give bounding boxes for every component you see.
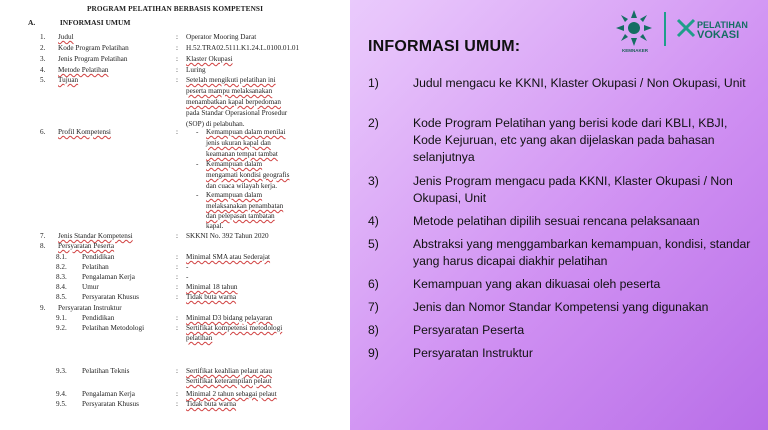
sub-number: 9.5. <box>56 400 67 408</box>
colon: : <box>176 55 178 63</box>
item-text: Jenis dan Nomor Standar Kompetensi yang digunakan <box>413 300 709 314</box>
bullet-text: Kemampuan dalam menilai <box>206 128 286 136</box>
bullet-text: melaksanakan penambatan <box>206 202 284 210</box>
item-text: Kode Program Pelatihan yang berisi kode dari KBLI, KBJI, Kode Kejuruan, etc yang akan dijelaskan pada bahasan selanjutnya <box>413 116 728 164</box>
item-number: 7) <box>368 300 379 314</box>
doc-row <box>0 66 350 76</box>
item-number: 9) <box>368 346 379 360</box>
sub-value: - <box>186 273 189 281</box>
doc-row <box>0 128 350 138</box>
row-label: Metode Pelatihan <box>58 66 109 74</box>
item-number: 4) <box>368 214 379 228</box>
colon: : <box>176 66 178 74</box>
row-label: Persyaratan Peserta <box>58 242 115 250</box>
doc-row <box>0 304 350 314</box>
colon: : <box>176 232 178 240</box>
bullet: - <box>196 160 199 168</box>
sub-number: 9.4. <box>56 390 67 398</box>
item-text: Kemampuan yang akan dikuasai oleh peserta <box>413 277 661 291</box>
row-label: Tujuan <box>58 76 79 84</box>
row-number: 7. <box>40 232 46 240</box>
colon: : <box>176 390 178 398</box>
logo-divider <box>664 12 666 46</box>
doc-row <box>0 33 350 43</box>
sub-label: Persyaratan Khusus <box>82 400 139 408</box>
sub-value: Minimal 18 tahun <box>186 283 238 291</box>
doc-row <box>0 55 350 65</box>
sub-label: Pelatihan <box>82 263 109 271</box>
colon: : <box>176 263 178 271</box>
row-value: Klaster Okupasi <box>186 55 233 63</box>
colon: : <box>176 76 178 84</box>
sub-value: pelatihan <box>186 334 213 342</box>
sub-value: Tidak buta warna <box>186 400 237 408</box>
row-label: Judul <box>58 33 74 41</box>
sub-row <box>0 293 350 303</box>
colon: : <box>176 293 178 301</box>
sub-value: Minimal 2 tahun sebagai pelaut <box>186 390 277 398</box>
row-number: 5. <box>40 76 46 84</box>
colon: : <box>176 33 178 41</box>
item-text: Metode pelatihan dipilih sesuai rencana pelaksanaan <box>413 214 700 228</box>
row-value: menambatkan kapal berpedoman <box>186 98 281 106</box>
doc-row <box>0 242 350 252</box>
row-value: Operator Mooring Darat <box>186 33 257 41</box>
doc-row <box>0 44 350 54</box>
sub-row <box>0 283 350 293</box>
row-label: Jenis Program Pelatihan <box>58 55 128 63</box>
item-number: 2) <box>368 116 379 130</box>
row-label: Profil Kompetensi <box>58 128 111 136</box>
row-label: Jenis Standar Kompetensi <box>58 232 133 240</box>
kemnaker-label: KEMNAKER <box>621 48 648 53</box>
sub-value: Minimal SMA atau Sederajat <box>186 253 271 261</box>
sub-value: Minimal D3 bidang pelayaran <box>186 314 273 322</box>
sub-value: Sertifikat keterampilan pelaut <box>186 377 272 385</box>
section-heading <box>28 18 131 27</box>
bullet: - <box>196 128 199 136</box>
bullet-text: dan pelepasan tambatan <box>206 212 275 220</box>
sub-row <box>0 263 350 273</box>
row-number: 2. <box>40 44 46 52</box>
row-value: (SOP) di pelabuhan. <box>186 120 245 128</box>
section-title: INFORMASI UMUM <box>59 18 131 27</box>
row-number: 8. <box>40 242 46 250</box>
sub-label: Umur <box>82 283 99 291</box>
slide-heading: INFORMASI UMUM: <box>368 38 521 55</box>
sub-row <box>0 314 350 324</box>
sub-label: Pengalaman Kerja <box>82 273 135 281</box>
colon: : <box>176 324 178 332</box>
row-value: Luring <box>186 66 206 74</box>
item-number: 6) <box>368 277 379 291</box>
row-value: pada Standar Operasional Prosedur <box>186 109 288 117</box>
sub-value: Sertifikat kompetensi metodologi <box>186 324 283 332</box>
item-number: 8) <box>368 323 379 337</box>
bullet-text: keamanan tempat tambat <box>206 150 278 158</box>
bullet-text: Kemampuan dalam <box>206 191 263 199</box>
colon: : <box>176 367 178 375</box>
sub-value: Tidak buta warna <box>186 293 237 301</box>
sub-label: Pelatihan Teknis <box>82 367 130 375</box>
sub-row <box>0 273 350 283</box>
bullet-text: Kemampuan dalam <box>206 160 263 168</box>
sub-number: 8.3. <box>56 273 67 281</box>
item-text: Judul mengacu ke KKNI, Klaster Okupasi / Non Okupasi, Unit <box>413 76 746 90</box>
colon: : <box>176 314 178 322</box>
sub-number: 9.1. <box>56 314 67 322</box>
item-number: 5) <box>368 237 379 251</box>
sub-number: 9.2. <box>56 324 67 332</box>
sub-row <box>0 390 350 400</box>
doc-row <box>0 76 350 86</box>
sub-number: 8.4. <box>56 283 67 291</box>
sub-label: Pendidikan <box>82 253 115 261</box>
sub-number: 8.2. <box>56 263 67 271</box>
row-value: H.52.TRA02.5111.K1.24.L.0100.01.01 <box>186 44 300 52</box>
item-number: 1) <box>368 76 379 90</box>
pelatihan-vokasi-icon <box>676 18 696 38</box>
row-label: Persyaratan Instruktur <box>58 304 122 312</box>
sub-label: Persyaratan Khusus <box>82 293 139 301</box>
colon: : <box>176 44 178 52</box>
colon: : <box>176 128 178 136</box>
row-value: Setelah mengikuti pelatihan ini <box>186 76 276 84</box>
item-text: Abstraksi yang menggambarkan kemampuan, kondisi, standar yang harus dicapai diakhir pelatihan <box>413 237 751 268</box>
sub-value: - <box>186 263 189 271</box>
row-label: Kode Program Pelatihan <box>58 44 129 52</box>
sub-row <box>0 324 350 334</box>
colon: : <box>176 400 178 408</box>
row-number: 4. <box>40 66 46 74</box>
logo-text-line2: VOKASI <box>697 29 740 41</box>
colon: : <box>176 273 178 281</box>
doc-row <box>0 232 350 242</box>
row-number: 9. <box>40 304 46 312</box>
bullet: - <box>196 191 199 199</box>
colon: : <box>176 283 178 291</box>
item-text: Persyaratan Peserta <box>413 323 525 337</box>
row-number: 3. <box>40 55 46 63</box>
document-excerpt <box>0 0 350 430</box>
item-text: Jenis Program mengacu pada KKNI, Klaster Okupasi / Non Okupasi, Unit <box>413 174 733 205</box>
document-title: PROGRAM PELATIHAN BERBASIS KOMPETENSI <box>86 4 264 13</box>
sub-label: Pendidikan <box>82 314 115 322</box>
section-letter: A. <box>28 18 36 27</box>
kemnaker-logo <box>614 8 654 48</box>
bullet-text: kapal. <box>206 222 224 230</box>
sub-number: 8.1. <box>56 253 67 261</box>
row-number: 1. <box>40 33 46 41</box>
bullet-text: mengamati kondisi geografis <box>206 171 290 179</box>
row-value: peserta mampu melaksanakan <box>186 87 273 95</box>
sub-row <box>0 367 350 377</box>
sub-row <box>0 400 350 410</box>
sub-row <box>0 253 350 263</box>
sub-label: Pengalaman Kerja <box>82 390 135 398</box>
sub-number: 8.5. <box>56 293 67 301</box>
bullet-text: dan cuaca wilayah kerja. <box>206 182 278 190</box>
row-number: 6. <box>40 128 46 136</box>
bullet-text: jenis ukuran kapal dan <box>206 139 271 147</box>
pelatihan-vokasi-logo <box>697 20 748 40</box>
item-number: 3) <box>368 174 379 188</box>
sub-value: Sertifikat keahlian pelaut atau <box>186 367 273 375</box>
sub-label: Pelatihan Metodologi <box>82 324 145 332</box>
colon: : <box>176 253 178 261</box>
item-text: Persyaratan Instruktur <box>413 346 533 360</box>
logo-text-line1: PELATIHAN <box>697 20 748 30</box>
row-value: SKKNI No. 392 Tahun 2020 <box>186 232 269 240</box>
sub-number: 9.3. <box>56 367 67 375</box>
